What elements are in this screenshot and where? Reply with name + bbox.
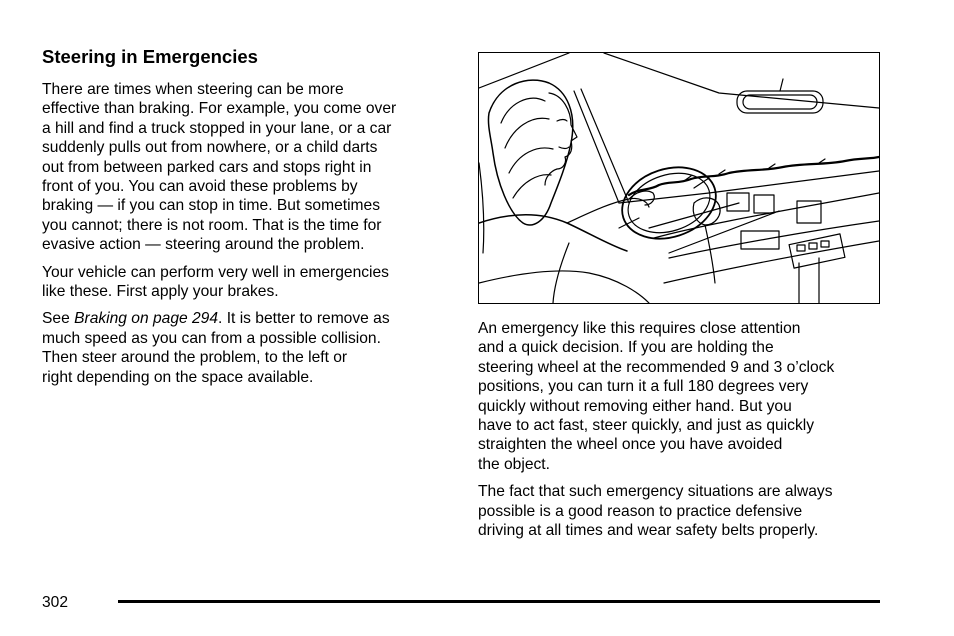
paragraph: An emergency like this requires close attention and a quick decision. If you are holding the steering wheel at the recommended 9 and 3 o’clock positions, you can turn it a full 180 degrees very quickly without removing either hand. But you have to act fast, steer quickly, and just as quickly straighten the wheel once you have avoided the object. — [478, 320, 835, 473]
paragraph: There are times when steering can be more effective than braking. For example, you come over a hill and find a truck stopped in your lane, or a car suddenly pulls out from nowhere, or a child darts out from between parked cars and stops right in front of you. You can avoid these problems by braking — if you can stop in time. But sometimes you cannot; there is not room. That is the time for evasive action — steering around the problem. — [42, 81, 397, 254]
driver-illustration — [478, 52, 880, 304]
page-number: 302 — [42, 594, 69, 611]
left-column — [42, 80, 450, 395]
see-prefix: See — [42, 310, 75, 328]
right-column — [478, 319, 888, 548]
paragraph: Your vehicle can perform very well in emergencies like these. First apply your brakes. — [42, 263, 389, 301]
see-reference-paragraph — [42, 309, 450, 387]
driver-steering-illustration-svg — [479, 53, 879, 303]
footer-rule — [118, 600, 880, 603]
section-heading: Steering in Emergencies — [42, 46, 258, 67]
cross-reference-link[interactable]: Braking on page 294 — [74, 310, 219, 328]
paragraph: The fact that such emergency situations are always possible is a good reason to practice defensive driving at all times and wear safety belts properly. — [478, 483, 833, 540]
see-suffix: . It is better to remove as much speed as you can from a possible collision. Then steer around the problem, to the left or right depending on the space available. — [42, 310, 390, 386]
